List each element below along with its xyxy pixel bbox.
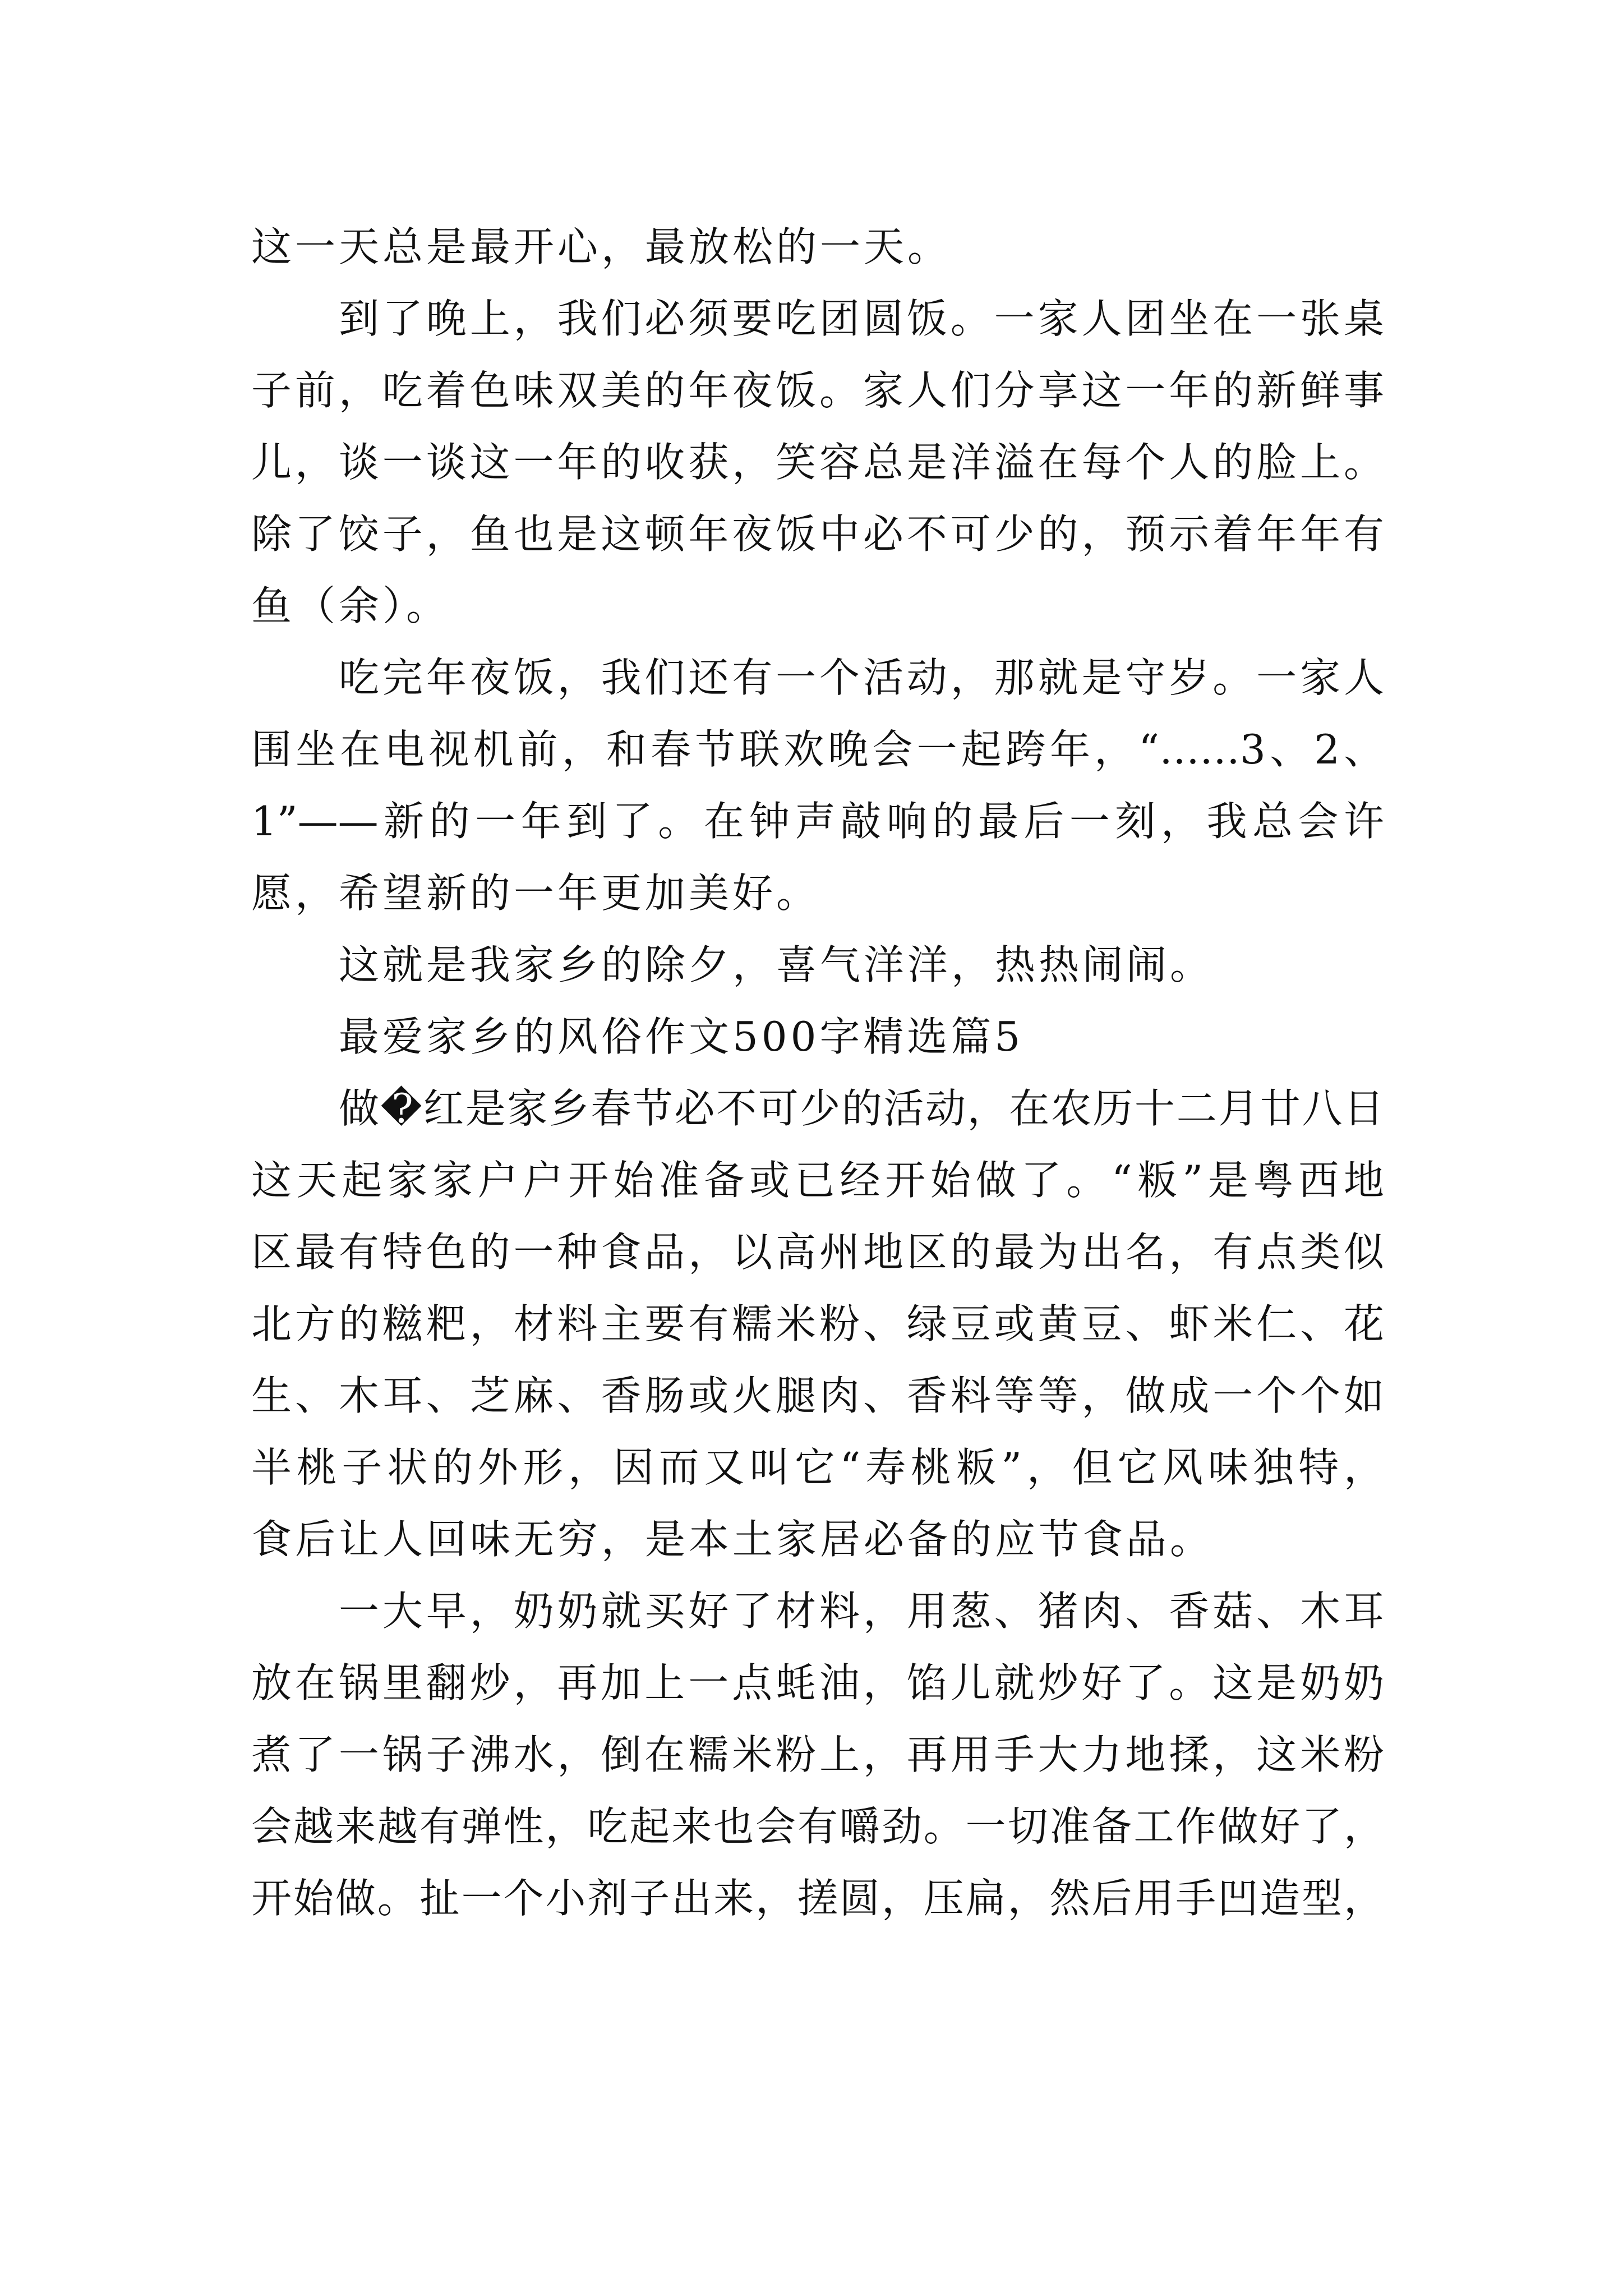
text-line: 儿，谈一谈这一年的收获，笑容总是洋溢在每个人的脸上。 xyxy=(251,439,1384,486)
text-line: 这一天总是最开心，最放松的一天。 xyxy=(251,223,952,270)
text-line: 1”——新的一年到了。在钟声敲响的最后一刻，我总会许 xyxy=(251,798,1384,845)
text-line: 围坐在电视机前，和春节联欢晚会一起跨年，“……3、2、 xyxy=(251,726,1384,773)
text-line: 子前，吃着色味双美的年夜饭。家人们分享这一年的新鲜事 xyxy=(251,367,1384,414)
paragraph-first-line: 这就是我家乡的除夕，喜气洋洋，热热闹闹。 xyxy=(339,941,1214,988)
paragraph-first-line: 吃完年夜饭，我们还有一个活动，那就是守岁。一家人 xyxy=(339,654,1384,701)
paragraph-first-line: 做�红是家乡春节必不可少的活动，在农历十二月廿八日 xyxy=(339,1085,1384,1132)
text-line: 食后让人回味无穷，是本土家居必备的应节食品。 xyxy=(251,1516,1214,1563)
text-line: 会越来越有弹性，吃起来也会有嚼劲。一切准备工作做好了， xyxy=(251,1803,1384,1850)
paragraph-first-line: 一大早，奶奶就买好了材料，用葱、猪肉、香菇、木耳 xyxy=(339,1588,1384,1635)
paragraph-first-line: 到了晚上，我们必须要吃团圆饭。一家人团坐在一张桌 xyxy=(339,295,1384,342)
text-line: 生、木耳、芝麻、香肠或火腿肉、香料等等，做成一个个如 xyxy=(251,1372,1384,1419)
text-line: 鱼（余）。 xyxy=(251,582,450,629)
text-line: 北方的糍粑，材料主要有糯米粉、绿豆或黄豆、虾米仁、花 xyxy=(251,1300,1384,1347)
text-line: 这天起家家户户开始准备或已经开始做了。“粄”是粤西地 xyxy=(251,1157,1384,1204)
text-line: 除了饺子，鱼也是这顿年夜饭中必不可少的，预示着年年有 xyxy=(251,510,1384,558)
text-line: 区最有特色的一种食品，以高州地区的最为出名，有点类似 xyxy=(251,1228,1384,1276)
text-line: 煮了一锅子沸水，倒在糯米粉上，再用手大力地揉，这米粉 xyxy=(251,1731,1384,1778)
section-heading: 最爱家乡的风俗作文500字精选篇5 xyxy=(339,1013,1024,1060)
text-line: 放在锅里翻炒，再加上一点蚝油，馅儿就炒好了。这是奶奶 xyxy=(251,1659,1384,1706)
text-line: 愿，希望新的一年更加美好。 xyxy=(251,869,820,917)
text-line: 半桃子状的外形，因而又叫它“寿桃粄”，但它风味独特， xyxy=(251,1444,1384,1491)
text-line: 开始做。扯一个小剂子出来，搓圆，压扁，然后用手凹造型， xyxy=(251,1875,1384,1922)
